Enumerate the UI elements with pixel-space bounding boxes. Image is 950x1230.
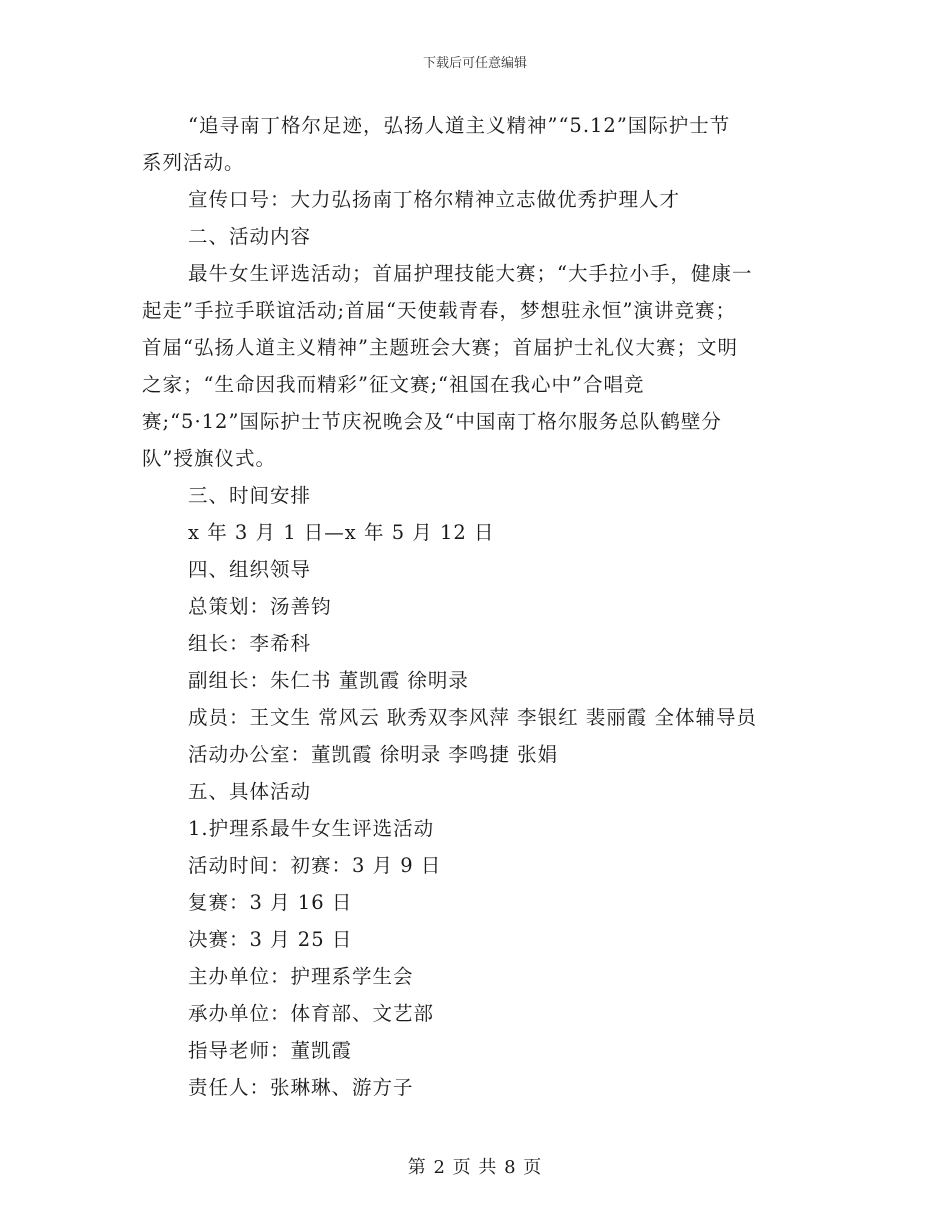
section-heading: 三、时间安排 xyxy=(188,484,312,507)
body-line: 承办单位：体育部、文艺部 xyxy=(188,1002,435,1025)
body-line: 主办单位：护理系学生会 xyxy=(188,965,414,988)
body-line: 首届“弘扬人道主义精神”主题班会大赛；首届护士礼仪大赛；文明 xyxy=(142,336,738,359)
body-line: 之家；“生命因我而精彩”征文赛;“祖国在我心中”合唱竞 xyxy=(142,373,645,396)
body-line: “追寻南丁格尔足迹，弘扬人道主义精神”“5.12”国际护士节 xyxy=(188,114,731,137)
body-line: 成员：王文生 常风云 耿秀双李风萍 李银红 裴丽霞 全体辅导员 xyxy=(188,706,757,729)
body-line: 副组长：朱仁书 董凯霞 徐明录 xyxy=(188,669,469,692)
document-body xyxy=(142,107,822,1106)
body-line: x 年 3 月 1 日—x 年 5 月 12 日 xyxy=(188,521,495,544)
body-line: 赛;“5·12”国际护士节庆祝晚会及“中国南丁格尔服务总队鹤壁分 xyxy=(142,410,722,433)
body-line: 宣传口号：大力弘扬南丁格尔精神立志做优秀护理人才 xyxy=(188,188,681,211)
body-line: 指导老师：董凯霞 xyxy=(188,1039,353,1062)
body-line: 活动办公室：董凯霞 徐明录 李鸣捷 张娟 xyxy=(188,743,559,766)
body-line: 复赛：3 月 16 日 xyxy=(188,891,353,914)
page-header: 下载后可任意编辑 xyxy=(422,56,527,71)
section-heading: 二、活动内容 xyxy=(188,225,312,248)
section-heading: 五、具体活动 xyxy=(188,780,312,803)
body-line: 最牛女生评选活动；首届护理技能大赛；“大手拉小手，健康一 xyxy=(188,262,753,285)
body-line: 组长：李希科 xyxy=(188,632,312,655)
body-line: 系列活动。 xyxy=(142,151,245,174)
body-line: 活动时间：初赛：3 月 9 日 xyxy=(188,854,442,877)
body-line: 队”授旗仪式。 xyxy=(142,447,276,470)
page-footer: 第 2 页 共 8 页 xyxy=(407,1157,543,1178)
body-line: 起走”手拉手联谊活动;首届“天使载青春，梦想驻永恒”演讲竞赛； xyxy=(142,299,736,322)
body-line: 决赛：3 月 25 日 xyxy=(188,928,353,951)
body-line: 总策划：汤善钧 xyxy=(188,595,332,618)
body-line: 1.护理系最牛女生评选活动 xyxy=(188,817,435,840)
section-heading: 四、组织领导 xyxy=(188,558,312,581)
body-line: 责任人：张琳琳、游方子 xyxy=(188,1076,414,1099)
